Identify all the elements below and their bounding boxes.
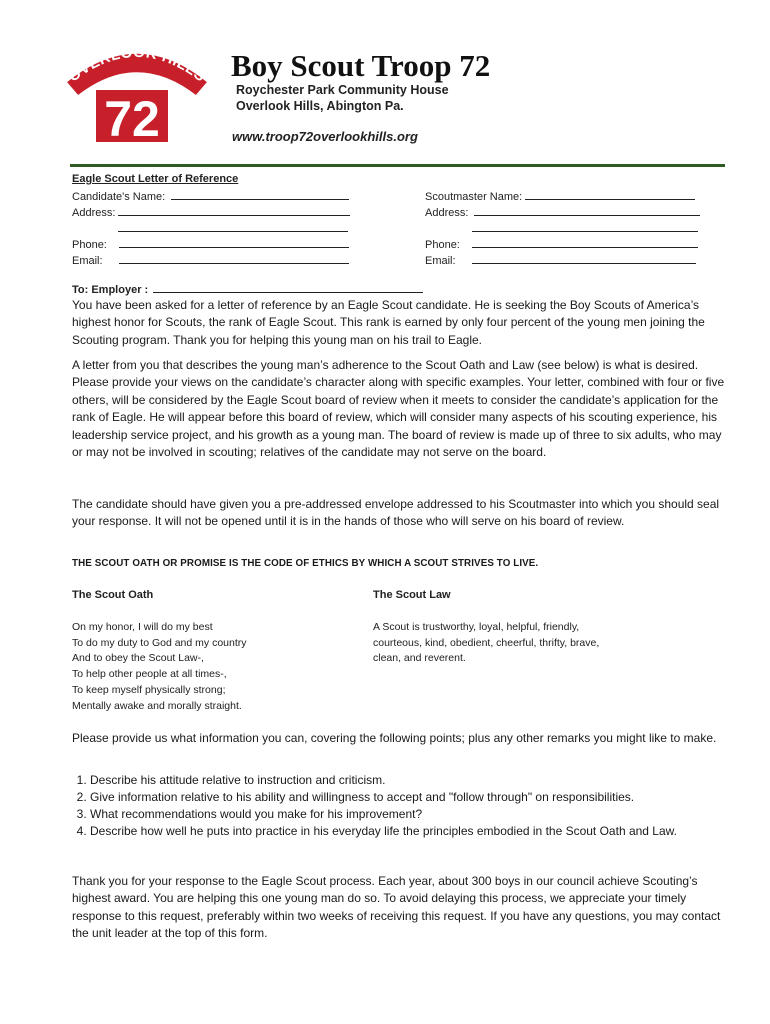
scout-oath-heading: The Scout Oath [72,589,154,601]
candidate-email-field[interactable] [119,253,349,264]
candidate-email-row [72,253,349,267]
scout-oath-text [72,620,247,714]
candidate-name-field[interactable] [171,189,349,200]
law-line: A Scout is trustworthy, loyal, helpful, friendly, [373,621,580,633]
address-line-1: Roychester Park Community House [236,83,449,97]
scoutmaster-phone-row [425,237,698,251]
scoutmaster-name-label: Scoutmaster Name: [425,191,523,203]
page-title: Boy Scout Troop 72 [231,48,491,83]
scoutmaster-phone-field[interactable] [472,237,698,248]
request-points [72,772,752,840]
candidate-phone-field[interactable] [119,237,349,248]
scoutmaster-name-field[interactable] [525,189,695,200]
description-paragraph: A letter from you that describes the young man’s adherence to the Scout Oath and Law (see below) is what is desired. Please provide your views on the candidate’s character along with specific examples. Your letter, combined with four or five others, will be considered by the Eagle Scout board of review when it meets to consider the candidate’s application for the rank of Eagle. He will appear before this board of review, which will consider many aspects of his scouting experience, his leadership service project, and his growth as a young man. The board of review is made up of three to six adults, who may or may not be involved in scouting; relatives of the candidate may not serve on the board. [72,358,725,460]
list-item: 2. Give information relative to his ability and willingness to accept and "follow through" on responsibilities. [90,789,752,806]
scout-law-text [373,620,599,667]
scout-law-heading: The Scout Law [373,589,451,601]
scoutmaster-address-label: Address: [425,207,469,219]
law-line: courteous, kind, obedient, cheerful, thrifty, brave, [373,636,600,649]
logo-number: 72 [104,91,160,146]
ethics-heading: THE SCOUT OATH OR PROMISE IS THE CODE OF ETHICS BY WHICH A SCOUT STRIVES TO LIVE. [72,558,539,569]
header-divider [70,164,725,167]
request-intro: Please provide us what information you can, covering the following points; plus any other remarks you might like to make. [72,731,717,745]
list-item: 3. What recommendations would you make for his improvement? [90,806,752,823]
oath-line: On my honor, I will do my best [72,621,213,633]
candidate-name-label: Candidate's Name: [72,191,166,203]
employer-field[interactable] [153,282,423,293]
list-item: 1. Describe his attitude relative to instruction and criticism. [90,772,752,789]
oath-line: To keep myself physically strong; [72,683,226,696]
candidate-name-row [72,189,349,203]
candidate-address-label: Address: [72,207,116,219]
candidate-address-field-2[interactable] [118,221,348,232]
scoutmaster-address-field-2[interactable] [472,221,698,232]
candidate-phone-label: Phone: [72,239,107,251]
scoutmaster-email-row [425,253,696,267]
oath-line: To do my duty to God and my country [72,636,247,649]
employer-row [72,282,423,296]
oath-line: Mentally awake and morally straight. [72,699,242,712]
candidate-phone-row [72,237,349,251]
scoutmaster-email-label: Email: [425,255,456,267]
closing-paragraph: Thank you for your response to the Eagle Scout process. Each year, about 300 boys in our council achieve Scouting’s highest award. You are helping this one young man do so. To avoid delaying this process, we appreciate your timely response to this request, preferably within two weeks of receiving this request. If you have any questions, you may contact the unit leader at the top of this form. [72,874,721,941]
scoutmaster-name-row [425,189,695,203]
website-link[interactable]: www.troop72overlookhills.org [232,129,418,144]
employer-label: To: Employer : [72,284,149,296]
candidate-address-field[interactable] [118,205,350,216]
scoutmaster-address-field[interactable] [474,205,700,216]
candidate-address-row [72,205,350,219]
oath-line: To help other people at all times-, [72,668,227,681]
envelope-paragraph: The candidate should have given you a pre-addressed envelope addressed to his Scoutmaster into which you should seal your response. It will not be opened until it is in the hands of those who will serve on his board of review. [72,497,720,529]
scoutmaster-address-row [425,205,700,219]
oath-line: And to obey the Scout Law-, [72,652,204,665]
address-line-2: Overlook Hills, Abington Pa. [236,99,404,113]
scoutmaster-phone-label: Phone: [425,239,460,251]
scoutmaster-email-field[interactable] [472,253,696,264]
logo-arc-text: OVERLOOK HILLS [65,43,209,86]
form-heading: Eagle Scout Letter of Reference [72,173,239,185]
intro-paragraph: You have been asked for a letter of reference by an Eagle Scout candidate. He is seeking the Boy Scouts of America’s highest honor for Scouts, the rank of Eagle Scout. This rank is earned by only four percent of the young men joining the Scouting program. Thank you for helping this young man on his trail to Eagle. [72,298,705,347]
troop-logo [62,36,212,146]
list-item: 4. Describe how well he puts into practice in his everyday life the principles embodied in the Scout Oath and Law. [90,823,752,840]
candidate-email-label: Email: [72,255,103,267]
law-line: clean, and reverent. [373,652,466,665]
